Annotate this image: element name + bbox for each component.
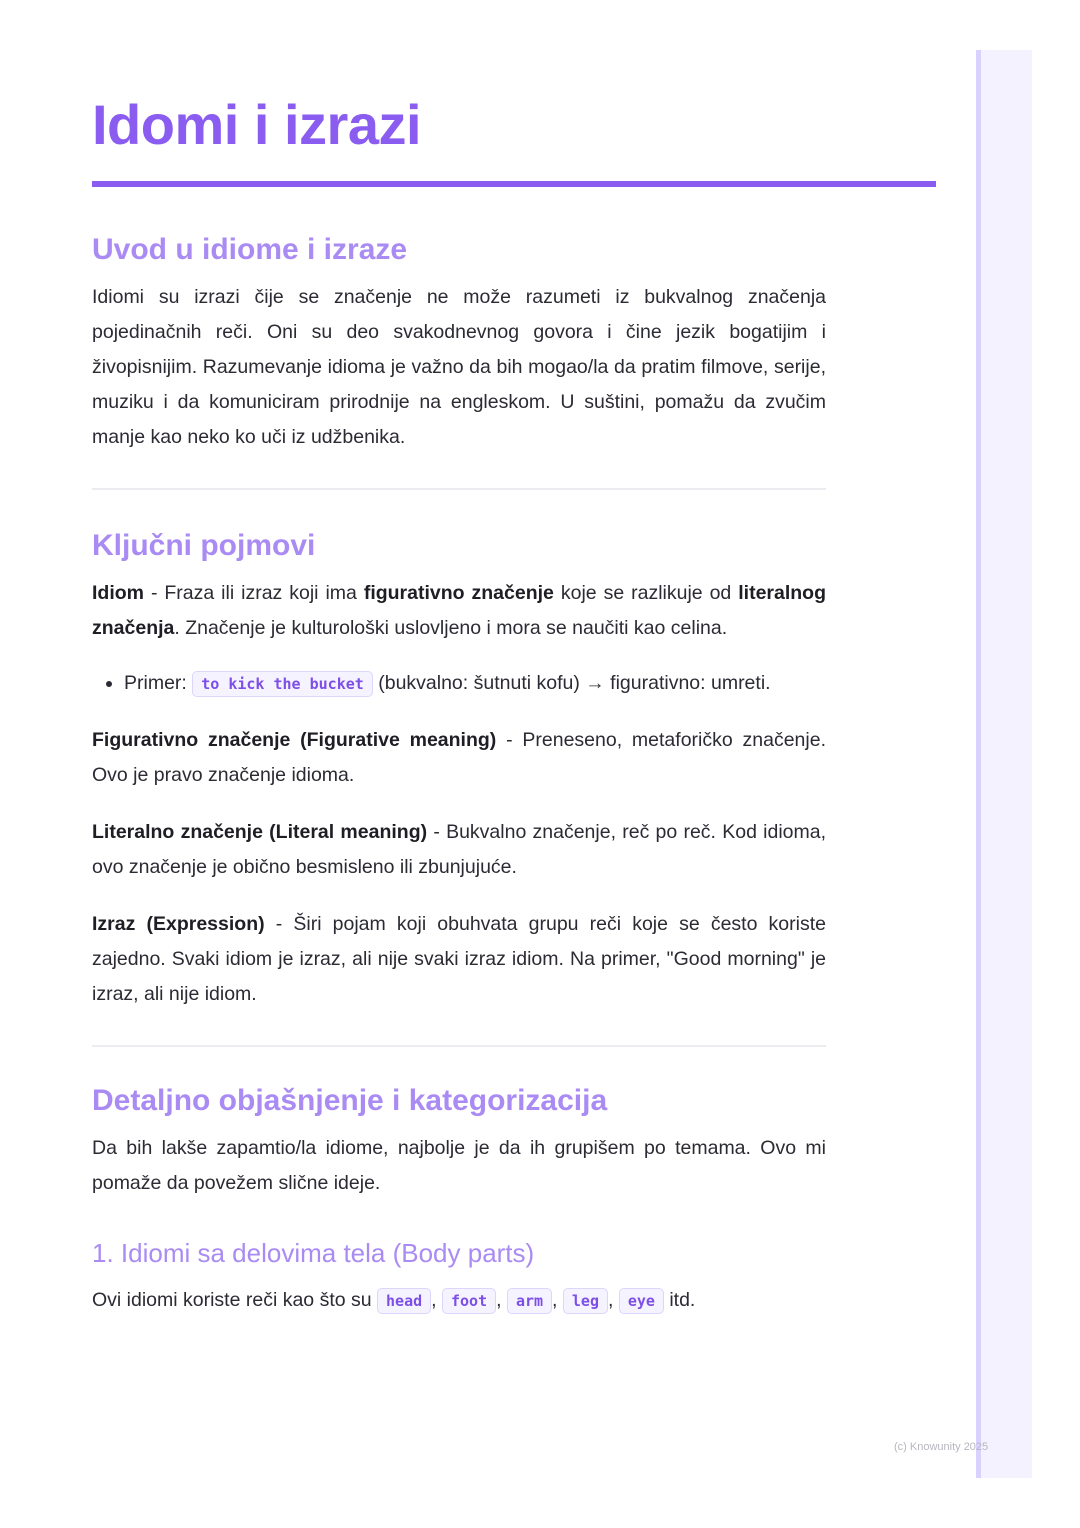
idiom-definition	[92, 576, 826, 646]
idiom-text-2: koje se razlikuje od	[553, 582, 739, 604]
idiom-text-3: . Značenje je kulturološki uslovljeno i mora se naučiti kao celina.	[174, 617, 728, 639]
word-code-head: head	[377, 1288, 431, 1314]
right-sidebar-strip	[976, 50, 1032, 1478]
key-terms-heading: Ključni pojmovi	[92, 529, 316, 562]
body-parts-heading: 1. Idiomi sa delovima tela (Body parts)	[92, 1238, 535, 1268]
intro-heading: Uvod u idiome i izraze	[92, 233, 408, 266]
figurative-meaning-bold: figurativno značenje	[363, 582, 554, 604]
word-code-eye: eye	[619, 1288, 664, 1314]
idiom-text-1: - Fraza ili izraz koji ima	[144, 582, 364, 604]
idiom-term: Idiom	[92, 582, 144, 604]
body-parts-suffix: itd.	[663, 1289, 696, 1311]
figurative-definition	[92, 723, 826, 793]
expression-text: - Širi pojam koji obuhvata grupu reči koje se često koriste zajedno. Svaki idiom je izraz, ali nije svaki izraz idiom. Na primer, "Good morning" je izraz, ali nije idiom.	[92, 913, 826, 1005]
literal-text: - Bukvalno značenje, reč po reč. Kod idioma, ovo značenje je obično besmisleno ili zbunjujuće.	[92, 821, 827, 878]
section-divider	[92, 1045, 826, 1047]
word-code-leg: leg	[563, 1288, 608, 1314]
intro-section	[92, 228, 826, 455]
figurative-text: - Preneseno, metaforičko značenje. Ovo je pravo značenje idioma.	[92, 729, 826, 786]
expression-definition	[92, 907, 826, 1012]
example-prefix: Primer:	[124, 672, 193, 694]
details-paragraph: Da bih lakše zapamtio/la idiome, najbolje je da ih grupišem po temama. Ovo mi pomaže da povežem slične ideje.	[92, 1137, 826, 1194]
example-item	[124, 666, 826, 701]
example-code: to kick the bucket	[192, 671, 373, 697]
separator: ,	[552, 1289, 563, 1311]
title-underline	[92, 181, 936, 187]
separator: ,	[431, 1289, 442, 1311]
word-code-arm: arm	[507, 1288, 552, 1314]
example-suffix: (bukvalno: šutnuti kofu) → figurativno: umreti.	[372, 672, 771, 694]
footer-copyright: (c) Knowunity 2025	[894, 1441, 989, 1453]
literal-term: Literalno značenje (Literal meaning)	[92, 821, 428, 843]
details-heading: Detaljno objašnjenje i kategorizacija	[92, 1084, 608, 1117]
literal-meaning-bold: literalnog značenja	[92, 582, 826, 639]
example-list	[92, 666, 826, 701]
expression-term: Izraz (Expression)	[92, 913, 265, 935]
word-code-foot: foot	[442, 1288, 496, 1314]
key-terms-section	[92, 524, 826, 1012]
literal-definition	[92, 815, 826, 885]
separator: ,	[607, 1289, 619, 1311]
section-divider	[92, 488, 826, 490]
body-parts-prefix: Ovi idiomi koriste reči kao što su	[92, 1289, 378, 1311]
document-body	[92, 228, 826, 1319]
separator: ,	[496, 1289, 507, 1311]
page-title: Idomi i izrazi	[92, 93, 422, 156]
figurative-term: Figurativno značenje (Figurative meaning)	[92, 729, 497, 751]
body-parts-paragraph	[92, 1283, 826, 1319]
details-section	[92, 1079, 826, 1319]
intro-paragraph: Idiomi su izrazi čije se značenje ne može razumeti iz bukvalnog značenja pojedinačnih reči. Oni su deo svakodnevnog govora i čine jezik bogatijim i živopisnijim. Razumevanje idioma je važno da bih mogao/la da pratim filmove, serije, muziku i da komuniciram prirodnije na engleskom. U suštini, pomažu da zvučim manje kao neko ko uči iz udžbenika.	[92, 286, 826, 448]
